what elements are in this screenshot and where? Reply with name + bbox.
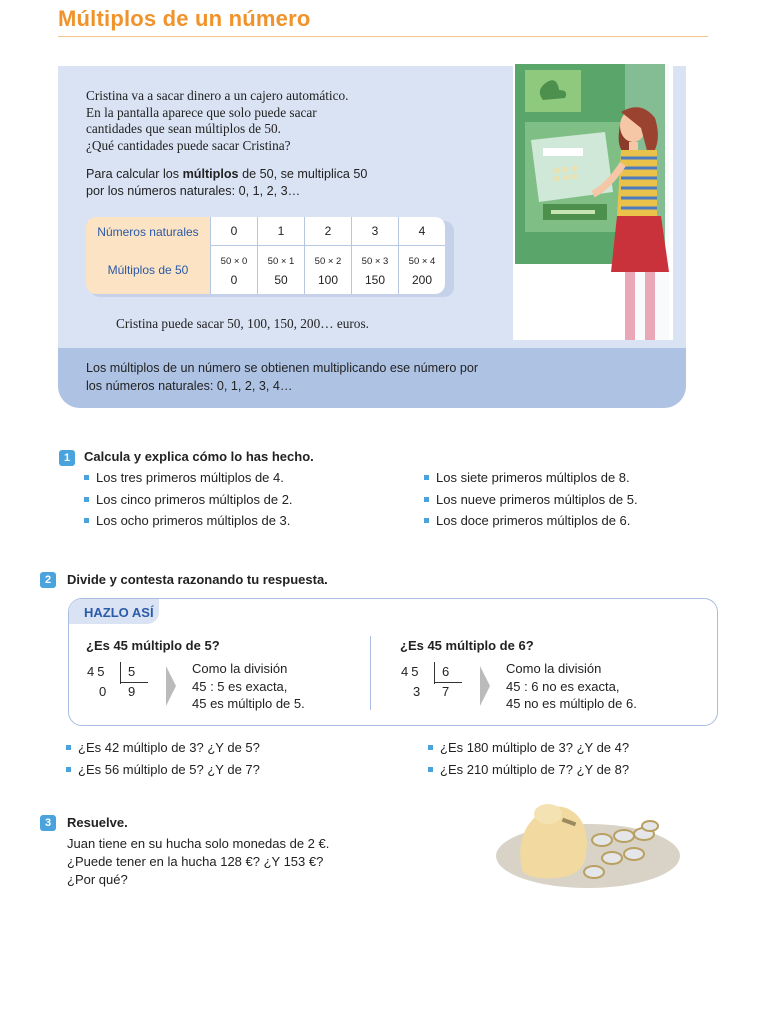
piggy-bank-icon: [492, 800, 682, 892]
list-item: Los doce primeros múltiplos de 6.: [424, 510, 638, 532]
example-explanation: [506, 660, 637, 713]
explain-line: 45 : 5 es exacta,: [192, 678, 288, 694]
page-title: Múltiplos de un número: [58, 6, 311, 31]
title-rule: [58, 36, 708, 37]
exercise-1-left-list: [84, 467, 293, 532]
table-cell: 2: [304, 217, 351, 246]
text-line: ¿Puede tener en la hucha 128 €? ¿Y 153 €?: [67, 854, 324, 869]
result-text: Cristina puede sacar 50, 100, 150, 200… euros.: [116, 316, 369, 331]
list-item: Los ocho primeros múltiplos de 3.: [84, 510, 293, 532]
quotient: 7: [442, 684, 453, 699]
list-item: Los cinco primeros múltiplos de 2.: [84, 489, 293, 511]
hazlo-asi-label: HAZLO ASÍ: [84, 605, 154, 620]
calc-line2: por los números naturales: 0, 1, 2, 3…: [86, 184, 301, 198]
division-bracket: [120, 662, 121, 684]
list-item: ¿Es 42 múltiplo de 3? ¿Y de 5?: [66, 737, 260, 759]
list-item: ¿Es 56 múltiplo de 5? ¿Y de 7?: [66, 759, 260, 781]
calc-bold: múltiplos: [182, 167, 239, 181]
example-question: ¿Es 45 múltiplo de 6?: [400, 638, 534, 653]
table-cell: [210, 246, 257, 294]
story-line: En la pantalla aparece que solo puede sacar: [86, 104, 317, 120]
table-row: [86, 217, 445, 246]
hazlo-divider: [370, 636, 371, 710]
operation: 50 × 1: [267, 256, 295, 267]
exercise-3-title: Resuelve.: [67, 815, 128, 830]
exercise-2-left-list: [66, 737, 260, 780]
product: 100: [317, 273, 339, 287]
calc-prefix: Para calcular los: [86, 167, 183, 181]
list-item: Los siete primeros múltiplos de 8.: [424, 467, 638, 489]
exercise-number-badge: 1: [59, 450, 75, 466]
explain-line: 45 no es múltiplo de 6.: [506, 696, 637, 711]
operation: 50 × 2: [314, 256, 342, 267]
table-cell: [304, 246, 351, 294]
explain-line: Como la división: [506, 661, 602, 676]
list-item: ¿Es 180 múltiplo de 3? ¿Y de 4?: [428, 737, 629, 759]
exercise-3-text: [67, 835, 329, 889]
rule-text: [86, 360, 478, 395]
story-line: Cristina va a sacar dinero a un cajero automático.: [86, 88, 349, 103]
example-question: ¿Es 45 múltiplo de 5?: [86, 638, 220, 653]
operation: 50 × 4: [408, 256, 436, 267]
list-item: Los tres primeros múltiplos de 4.: [84, 467, 293, 489]
remainder: 0: [99, 684, 110, 699]
atm-illustration-icon: [513, 64, 673, 340]
table-row: [86, 246, 445, 294]
story-text: [86, 88, 349, 154]
example-explanation: [192, 660, 305, 713]
table-cell: 3: [351, 217, 398, 246]
division-bar: [120, 682, 148, 683]
divisor: 5: [128, 664, 139, 679]
exercise-1-right-list: [424, 467, 638, 532]
table-cell: [257, 246, 304, 294]
story-line: cantidades que sean múltiplos de 50.: [86, 121, 281, 136]
row-label-multiples: Múltiplos de 50: [86, 246, 210, 294]
story-line: ¿Qué cantidades puede sacar Cristina?: [86, 137, 291, 153]
table-cell: [398, 246, 445, 294]
calc-suffix: de 50, se multiplica 50: [238, 167, 368, 181]
atm-woman-illustration: [513, 64, 673, 340]
exercise-1-title: Calcula y explica cómo lo has hecho.: [84, 449, 314, 464]
product: 150: [364, 273, 386, 287]
piggy-bank-coins-illustration: [492, 800, 682, 892]
table-cell: 4: [398, 217, 445, 246]
division-bar: [434, 682, 462, 683]
calc-text: [86, 166, 367, 200]
rule-line: los números naturales: 0, 1, 2, 3, 4…: [86, 378, 293, 393]
explain-line: 45 es múltiplo de 5.: [192, 696, 305, 711]
exercise-2-title: Divide y contesta razonando tu respuesta.: [67, 572, 328, 587]
dividend: 45: [401, 664, 422, 679]
list-item: Los nueve primeros múltiplos de 5.: [424, 489, 638, 511]
text-line: Juan tiene en su hucha solo monedas de 2 €.: [67, 836, 330, 851]
exercise-number-badge: 2: [40, 572, 56, 588]
list-item: ¿Es 210 múltiplo de 7? ¿Y de 8?: [428, 759, 629, 781]
quotient: 9: [128, 684, 139, 699]
text-line: ¿Por qué?: [67, 872, 128, 887]
row-label-naturals: Números naturales: [86, 217, 210, 246]
table-cell: [351, 246, 398, 294]
table-cell: 0: [210, 217, 257, 246]
dividend: 45: [87, 664, 108, 679]
remainder: 3: [413, 684, 424, 699]
exercise-number-badge: 3: [40, 815, 56, 831]
exercise-2-right-list: [428, 737, 629, 780]
product: 0: [230, 273, 238, 287]
operation: 50 × 0: [220, 256, 248, 267]
product: 50: [274, 273, 288, 287]
operation: 50 × 3: [361, 256, 389, 267]
product: 200: [411, 273, 433, 287]
explain-line: Como la división: [192, 661, 288, 676]
division-bracket: [434, 662, 435, 684]
table-cell: 1: [257, 217, 304, 246]
multiples-table: [86, 217, 445, 294]
explain-line: 45 : 6 no es exacta,: [506, 678, 620, 694]
rule-line: Los múltiplos de un número se obtienen multiplicando ese número por: [86, 361, 479, 375]
divisor: 6: [442, 664, 453, 679]
